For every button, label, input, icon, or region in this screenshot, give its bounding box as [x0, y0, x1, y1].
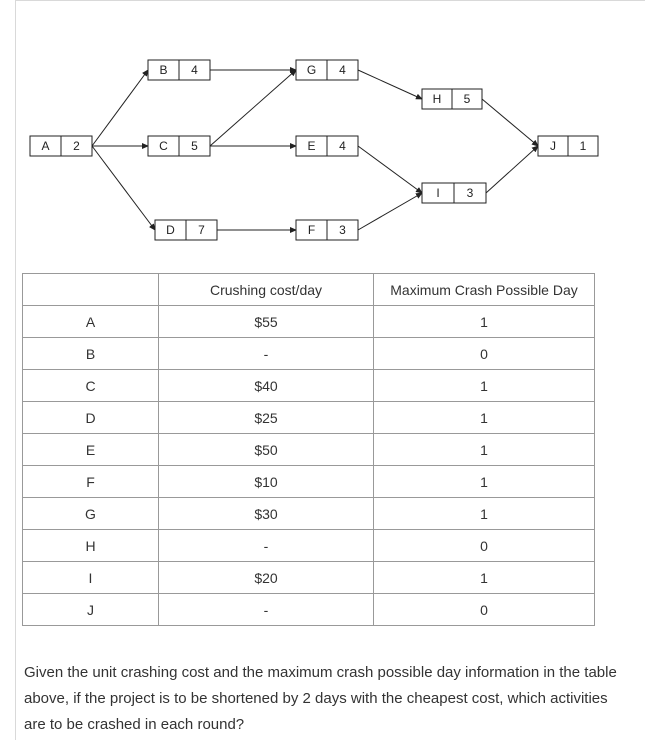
activity-cell: H	[23, 530, 159, 562]
max-crash-cell: 1	[374, 562, 595, 594]
node-letter: I	[436, 186, 440, 200]
node-duration: 4	[339, 63, 346, 77]
table-header-row	[23, 274, 595, 306]
max-crash-cell: 0	[374, 594, 595, 626]
node-duration: 7	[198, 223, 205, 237]
max-crash-cell: 1	[374, 434, 595, 466]
max-crash-cell: 1	[374, 306, 595, 338]
edge-e-i	[358, 146, 422, 193]
header-crushing-cost: Crushing cost/day	[159, 274, 374, 306]
table-row	[23, 434, 595, 466]
cost-cell: -	[159, 594, 374, 626]
max-crash-cell: 1	[374, 498, 595, 530]
activity-node-g	[296, 60, 358, 80]
table-row	[23, 562, 595, 594]
header-max-crash-days: Maximum Crash Possible Day	[374, 274, 595, 306]
node-letter: E	[307, 139, 316, 153]
activity-cell: G	[23, 498, 159, 530]
cost-cell: $25	[159, 402, 374, 434]
node-letter: B	[159, 63, 168, 77]
node-duration: 1	[579, 139, 587, 153]
activity-node-b	[148, 60, 210, 80]
cost-cell: $30	[159, 498, 374, 530]
activity-node-i	[422, 183, 486, 203]
activity-node-a	[30, 136, 92, 156]
activity-node-d	[155, 220, 217, 240]
table-row	[23, 594, 595, 626]
activity-node-e	[296, 136, 358, 156]
node-duration: 5	[191, 139, 198, 153]
table-row	[23, 466, 595, 498]
max-crash-cell: 1	[374, 466, 595, 498]
activity-node-j	[538, 136, 598, 156]
crash-cost-table	[22, 273, 595, 626]
table-row	[23, 530, 595, 562]
activity-node-f	[296, 220, 358, 240]
edge-c-g	[210, 70, 296, 146]
cost-cell: $50	[159, 434, 374, 466]
node-duration: 4	[339, 139, 346, 153]
cost-cell: -	[159, 530, 374, 562]
activity-cell: F	[23, 466, 159, 498]
max-crash-cell: 1	[374, 402, 595, 434]
node-letter: D	[166, 223, 175, 237]
node-letter: F	[307, 223, 316, 237]
activity-cell: B	[23, 338, 159, 370]
edge-a-b	[92, 70, 148, 146]
max-crash-cell: 0	[374, 338, 595, 370]
activity-node-h	[422, 89, 482, 109]
table-row	[23, 370, 595, 402]
node-duration: 5	[463, 92, 471, 106]
activity-cell: J	[23, 594, 159, 626]
table-row	[23, 498, 595, 530]
table-row	[23, 306, 595, 338]
cost-cell: $10	[159, 466, 374, 498]
edge-a-d	[92, 146, 155, 230]
table-row	[23, 402, 595, 434]
node-duration: 2	[73, 139, 80, 153]
node-duration: 3	[339, 223, 346, 237]
edge-i-j	[486, 146, 538, 193]
max-crash-cell: 1	[374, 370, 595, 402]
cost-cell: $20	[159, 562, 374, 594]
max-crash-cell: 0	[374, 530, 595, 562]
cost-cell: $40	[159, 370, 374, 402]
network-diagram	[0, 0, 645, 260]
node-letter: G	[306, 63, 317, 77]
edge-g-h	[358, 70, 422, 99]
header-activity	[23, 274, 159, 306]
cost-cell: -	[159, 338, 374, 370]
node-letter: H	[432, 92, 442, 106]
cost-cell: $55	[159, 306, 374, 338]
activity-cell: C	[23, 370, 159, 402]
node-duration: 4	[191, 63, 198, 77]
activity-cell: A	[23, 306, 159, 338]
node-letter: J	[550, 139, 556, 153]
edge-h-j	[482, 99, 538, 146]
table-row	[23, 338, 595, 370]
activity-cell: D	[23, 402, 159, 434]
activity-node-c	[148, 136, 210, 156]
node-letter: A	[41, 139, 50, 153]
activity-cell: E	[23, 434, 159, 466]
question-text: Given the unit crashing cost and the maximum crash possible day information in the table above, if the project is to be shortened by 2 days with the cheapest cost, which activities are to be crashed in each round?	[24, 664, 617, 733]
activity-cell: I	[23, 562, 159, 594]
edge-f-i	[358, 193, 422, 230]
node-duration: 3	[466, 186, 474, 200]
node-letter: C	[159, 139, 168, 153]
